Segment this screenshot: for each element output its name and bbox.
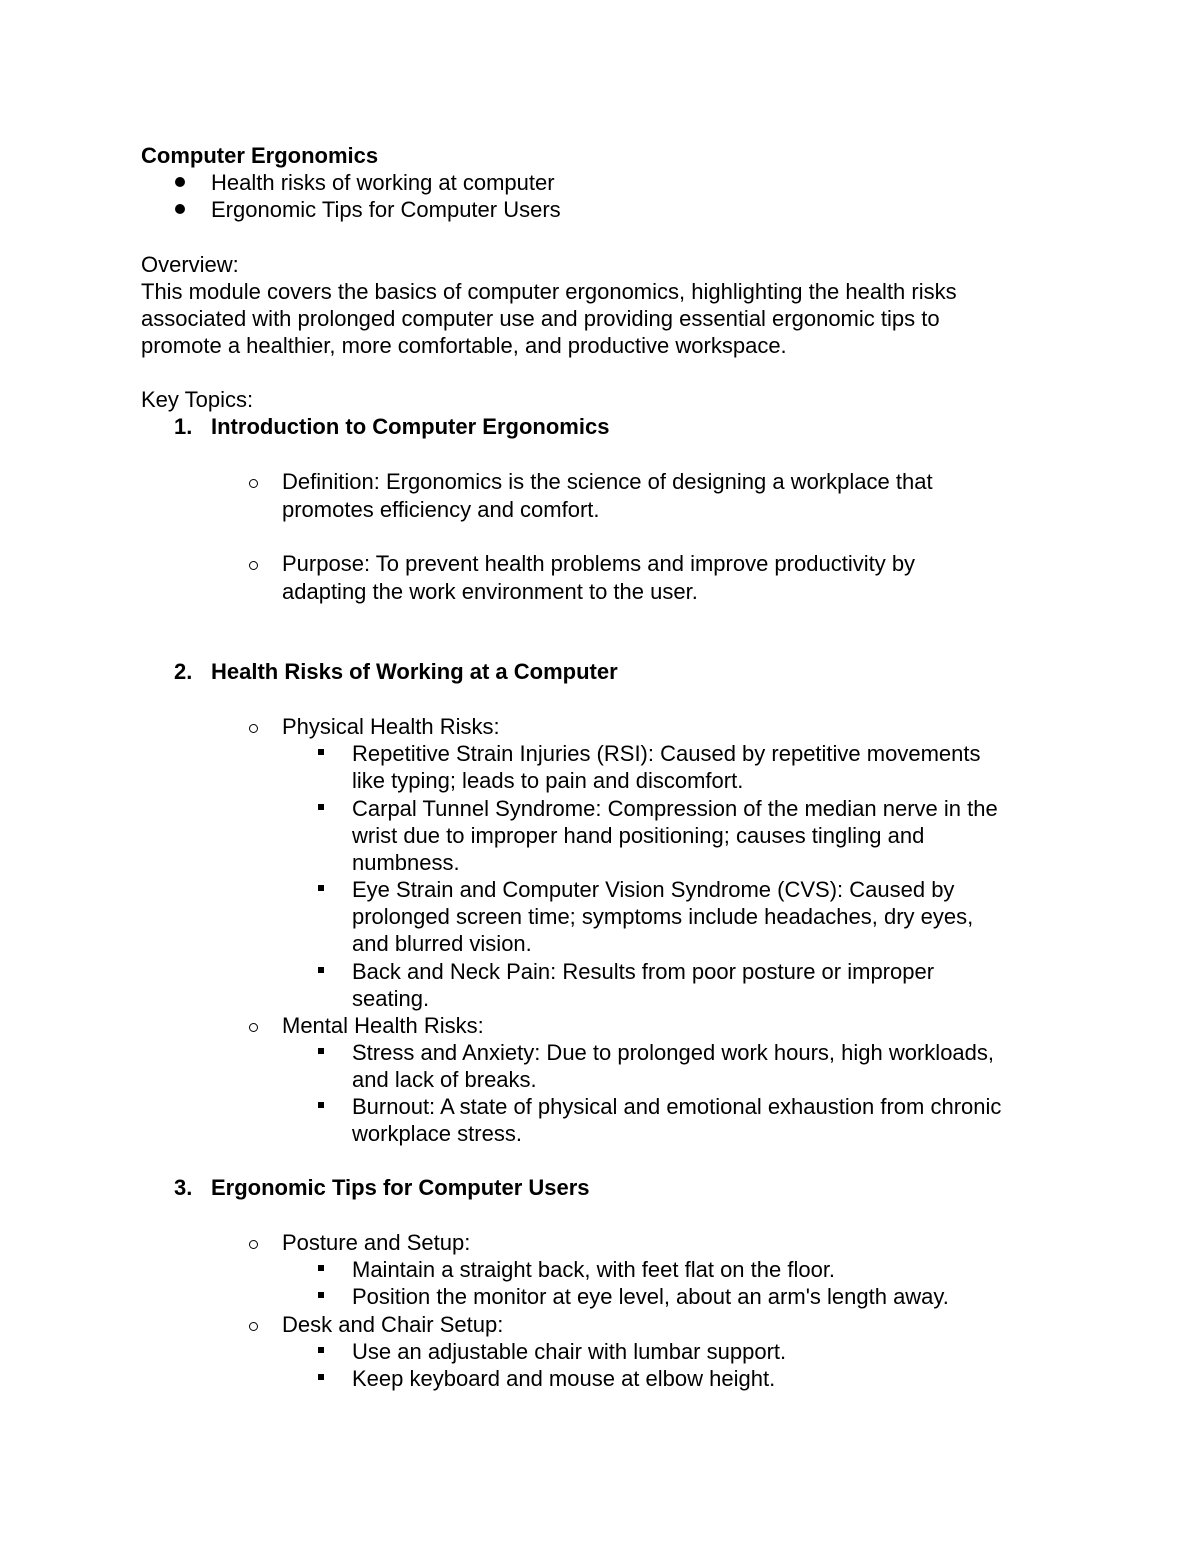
square-bullet-icon <box>318 1374 324 1380</box>
subitem-line: Burnout: A state of physical and emotional exhaustion from chronic <box>352 1094 1002 1119</box>
subitem-line: Position the monitor at eye level, about an arm's length away. <box>352 1284 949 1309</box>
topic-heading: Introduction to Computer Ergonomics <box>211 414 610 439</box>
circle-bullet-icon <box>249 724 258 733</box>
subitem-line: workplace stress. <box>352 1121 522 1146</box>
topic-item-line: Definition: Ergonomics is the science of designing a workplace that <box>282 469 933 494</box>
intro-bullet-2: Ergonomic Tips for Computer Users <box>211 197 561 222</box>
subitem-line: Maintain a straight back, with feet flat on the floor. <box>352 1257 836 1282</box>
subitem-line: Stress and Anxiety: Due to prolonged work hours, high workloads, <box>352 1040 995 1065</box>
circle-bullet-icon <box>249 1240 258 1249</box>
intro-bullet-1: Health risks of working at computer <box>211 170 555 195</box>
subitem-line: prolonged screen time; symptoms include headaches, dry eyes, <box>352 904 974 929</box>
square-bullet-icon <box>318 1292 324 1298</box>
square-bullet-icon <box>318 1048 324 1054</box>
topic-item-line: Purpose: To prevent health problems and improve productivity by <box>282 551 916 576</box>
subsection-label: Physical Health Risks: <box>282 714 500 739</box>
topic-number: 3. <box>174 1175 193 1200</box>
bullet-icon <box>175 177 185 187</box>
subsection-label: Mental Health Risks: <box>282 1013 484 1038</box>
topic-number: 2. <box>174 659 193 684</box>
square-bullet-icon <box>318 804 324 810</box>
overview-label: Overview: <box>141 252 239 277</box>
topic-number: 1. <box>174 414 193 439</box>
square-bullet-icon <box>318 749 324 755</box>
subitem-line: numbness. <box>352 850 460 875</box>
subitem-line: Eye Strain and Computer Vision Syndrome (CVS): Caused by <box>352 877 955 902</box>
subitem-line: Keep keyboard and mouse at elbow height. <box>352 1366 776 1391</box>
key-topics-label: Key Topics: <box>141 387 254 412</box>
square-bullet-icon <box>318 1102 324 1108</box>
circle-bullet-icon <box>249 561 258 570</box>
subitem-line: Back and Neck Pain: Results from poor posture or improper <box>352 959 935 984</box>
circle-bullet-icon <box>249 1023 258 1032</box>
overview-line: This module covers the basics of computer ergonomics, highlighting the health risks <box>141 279 957 304</box>
topic-item-line: promotes efficiency and comfort. <box>282 497 600 522</box>
subitem-line: like typing; leads to pain and discomfort. <box>352 768 744 793</box>
subitem-line: wrist due to improper hand positioning; causes tingling and <box>352 823 925 848</box>
circle-bullet-icon <box>249 479 258 488</box>
topic-heading: Ergonomic Tips for Computer Users <box>211 1175 590 1200</box>
subitem-line: and blurred vision. <box>352 931 532 956</box>
circle-bullet-icon <box>249 1322 258 1331</box>
overview-line: promote a healthier, more comfortable, and productive workspace. <box>141 333 787 358</box>
bullet-icon <box>175 204 185 214</box>
topic-item-line: adapting the work environment to the user. <box>282 579 698 604</box>
square-bullet-icon <box>318 1265 324 1271</box>
subitem-line: Carpal Tunnel Syndrome: Compression of the median nerve in the <box>352 796 998 821</box>
subitem-line: Use an adjustable chair with lumbar support. <box>352 1339 787 1364</box>
subitem-line: Repetitive Strain Injuries (RSI): Caused by repetitive movements <box>352 741 981 766</box>
subsection-label: Desk and Chair Setup: <box>282 1312 504 1337</box>
topic-heading: Health Risks of Working at a Computer <box>211 659 618 684</box>
square-bullet-icon <box>318 885 324 891</box>
square-bullet-icon <box>318 1347 324 1353</box>
square-bullet-icon <box>318 967 324 973</box>
subitem-line: seating. <box>352 986 430 1011</box>
overview-line: associated with prolonged computer use and providing essential ergonomic tips to <box>141 306 940 331</box>
page-title: Computer Ergonomics <box>141 143 379 168</box>
subitem-line: and lack of breaks. <box>352 1067 537 1092</box>
subsection-label: Posture and Setup: <box>282 1230 471 1255</box>
